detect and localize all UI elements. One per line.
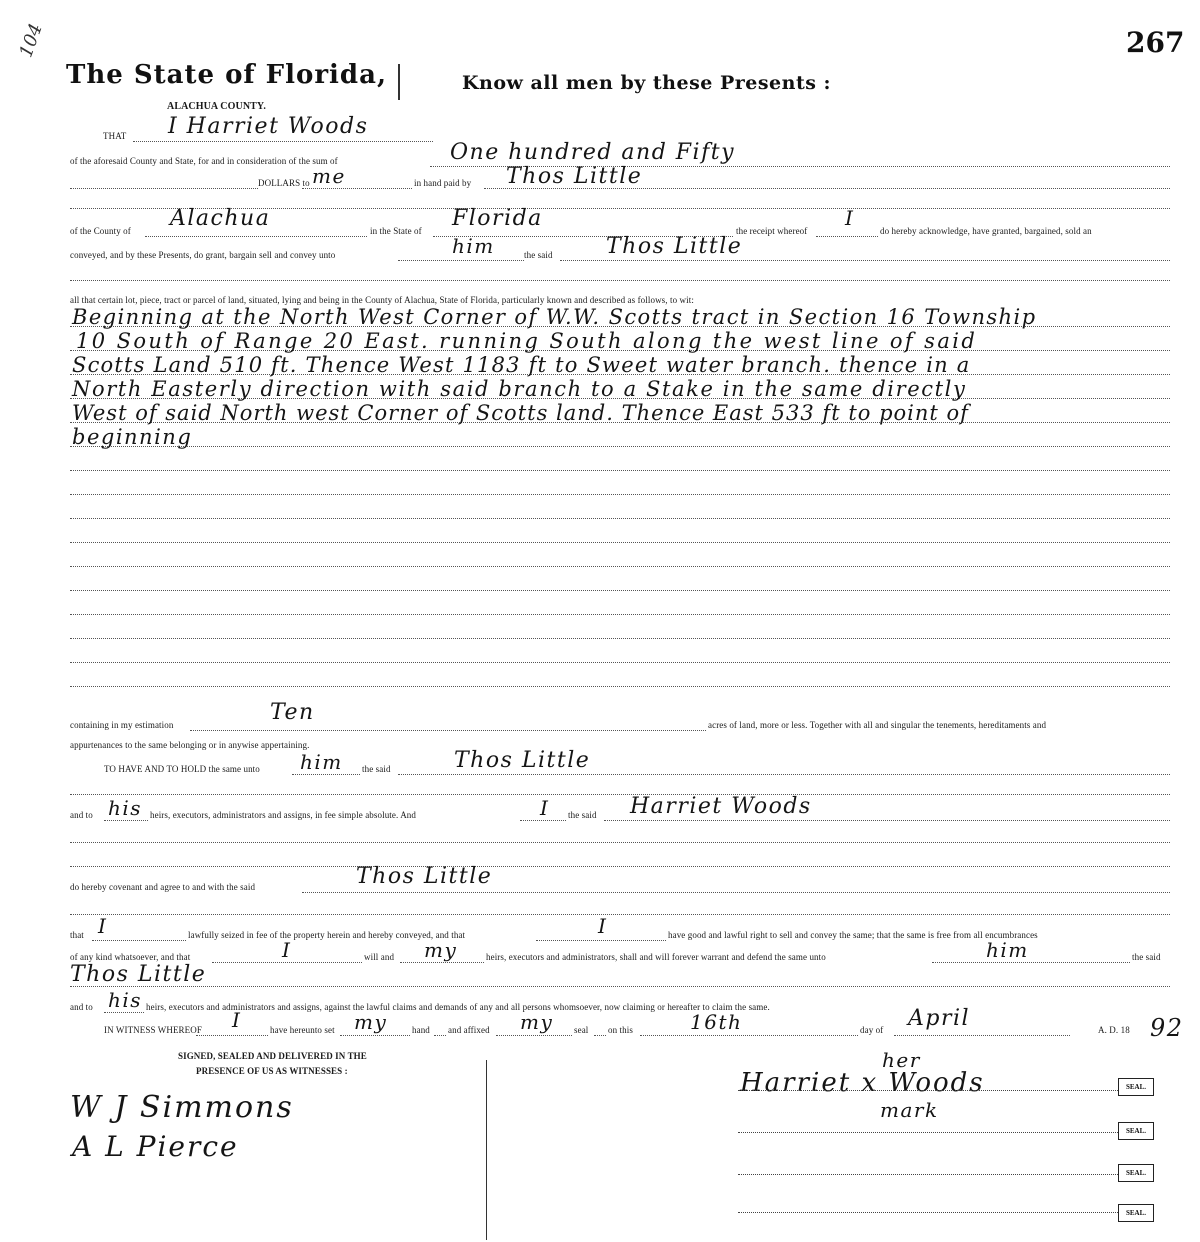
label-to-have: TO HAVE AND TO HOLD the same unto — [104, 764, 260, 774]
warrant-name: Thos Little — [70, 962, 207, 987]
acres-value: Ten — [270, 700, 315, 725]
know-all-heading: Know all men by these Presents : — [462, 72, 832, 94]
label-the-said-end: the said — [1132, 952, 1161, 962]
page-number: 267 — [1126, 26, 1185, 59]
label-witness: IN WITNESS WHEREOF — [104, 1025, 202, 1035]
and-to-his: his — [108, 796, 143, 820]
state-value: Florida — [452, 206, 543, 231]
that-i-2: I — [598, 914, 608, 938]
description-line-3: Scotts Land 510 ft. Thence West 1183 ft to Sweet water branch. thence in a — [72, 353, 971, 377]
label-on-this: on this — [608, 1025, 633, 1035]
label-seal-on: seal — [574, 1025, 589, 1035]
label-in-hand-paid: in hand paid by — [414, 178, 472, 188]
county-label: ALACHUA COUNTY. — [167, 101, 266, 112]
covenant-name: Thos Little — [356, 864, 493, 889]
sum-words: One hundred and Fifty — [450, 140, 735, 165]
label-appurtenances: appurtenances to the same belonging or in anywise appertaining. — [70, 740, 310, 750]
label-dollars-to: DOLLARS to — [258, 178, 310, 188]
label-all-that: all that certain lot, piece, tract or parcel of land, situated, lying and being in the County of Alachua, State of Florida, particularly known and described as follows, to wit: — [70, 295, 694, 305]
label-of-county: of the County of — [70, 226, 131, 236]
margin-note: 104 — [15, 20, 47, 61]
state-title: The State of Florida, — [66, 60, 387, 90]
year-value: 92 — [1150, 1014, 1184, 1042]
label-heirs-claims: heirs, executors and administrators and assigns, against the lawful claims and demands of any and all persons whomsoever, now claiming or hereafter to claim the same. — [146, 1002, 770, 1012]
and-who: I — [540, 796, 550, 820]
label-heirs-assigns: heirs, executors, administrators and assigns, in fee simple absolute. And — [150, 810, 416, 820]
label-acres: acres of land, more or less. Together with all and singular the tenements, hereditaments and — [708, 720, 1047, 730]
label-and-to-2: and to — [70, 1002, 93, 1012]
and-name: Harriet Woods — [630, 794, 812, 819]
kind-i: I — [282, 938, 292, 962]
signed-line-2: PRESENCE OF US AS WITNESSES : — [196, 1066, 348, 1076]
label-the-said-3: the said — [568, 810, 597, 820]
warrant-unto: him — [986, 938, 1029, 962]
label-the-said-2: the said — [362, 764, 391, 774]
her-label: her — [882, 1048, 921, 1072]
label-heirs-exec: heirs, executors and administrators, shall and will forever warrant and defend the same unto — [486, 952, 826, 962]
witness-divider — [486, 1060, 487, 1240]
label-will-and: will and — [364, 952, 395, 962]
month-value: April — [908, 1006, 971, 1031]
seal-box-3: SEAL. — [1118, 1164, 1154, 1182]
label-any-kind: of any kind whatsoever, and that — [70, 952, 191, 962]
label-that-lower: that — [70, 930, 84, 940]
grantor-signature: Harriet x Woods — [740, 1068, 985, 1098]
label-containing: containing in my estimation — [70, 720, 174, 730]
day-value: 16th — [690, 1010, 743, 1034]
convey-unto: him — [452, 234, 495, 258]
signed-line-1: SIGNED, SEALED AND DELIVERED IN THE — [178, 1051, 367, 1061]
hold-said-name: Thos Little — [454, 748, 591, 773]
grantor-name: I Harriet Woods — [168, 114, 369, 139]
label-conveyed: conveyed, and by these Presents, do grant, bargain sell and convey unto — [70, 250, 336, 260]
grantee-name: Thos Little — [606, 234, 743, 259]
label-covenant: do hereby covenant and agree to and with the said — [70, 882, 256, 892]
label-affixed: and affixed — [448, 1025, 490, 1035]
and-to-his-2: his — [108, 988, 143, 1012]
label-acknowledge: do hereby acknowledge, have granted, bargained, sold an — [880, 226, 1092, 236]
hold-unto: him — [300, 750, 343, 774]
description-line-2: 10 South of Range 20 East. running South along the west line of said — [76, 329, 978, 353]
seal-my: my — [520, 1010, 554, 1034]
paid-by-name: Thos Little — [506, 164, 643, 189]
will-my: my — [424, 938, 458, 962]
mark-label: mark — [880, 1098, 939, 1122]
label-have-set: have hereunto set — [270, 1025, 335, 1035]
description-line-5: West of said North west Corner of Scotts land. Thence East 533 ft to point of — [72, 401, 969, 425]
label-hand: hand — [412, 1025, 430, 1035]
seal-box-1: SEAL. — [1118, 1078, 1154, 1096]
label-receipt: the receipt whereof — [736, 226, 808, 236]
witness-1-signature: W J Simmons — [70, 1090, 294, 1125]
dollars-to-value: me — [312, 164, 346, 188]
label-ad: A. D. 18 — [1098, 1025, 1130, 1035]
label-seized: lawfully seized in fee of the property herein and hereby conveyed, and that — [188, 930, 466, 940]
label-the-said-1: the said — [524, 250, 553, 260]
label-aforesaid: of the aforesaid County and State, for and in consideration of the sum of — [70, 156, 338, 166]
label-in-state: in the State of — [370, 226, 422, 236]
witness-2-signature: A L Pierce — [72, 1130, 239, 1163]
receipt-who: I — [845, 206, 855, 230]
label-that: THAT — [103, 131, 127, 141]
county-value: Alachua — [170, 206, 271, 231]
label-good-right: have good and lawful right to sell and convey the same; that the same is free from all encumbrances — [668, 930, 1038, 940]
description-line-6: beginning — [72, 425, 193, 449]
description-line-1: Beginning at the North West Corner of W.W. Scotts tract in Section 16 Township — [72, 305, 1037, 329]
witness-i: I — [232, 1008, 242, 1032]
header-bracket — [398, 64, 400, 100]
label-day-of: day of — [860, 1025, 884, 1035]
hand-my: my — [354, 1010, 388, 1034]
label-and-to-1: and to — [70, 810, 93, 820]
that-i: I — [98, 914, 108, 938]
description-line-4: North Easterly direction with said branch to a Stake in the same directly — [72, 377, 967, 401]
seal-box-2: SEAL. — [1118, 1122, 1154, 1140]
seal-box-4: SEAL. — [1118, 1204, 1154, 1222]
